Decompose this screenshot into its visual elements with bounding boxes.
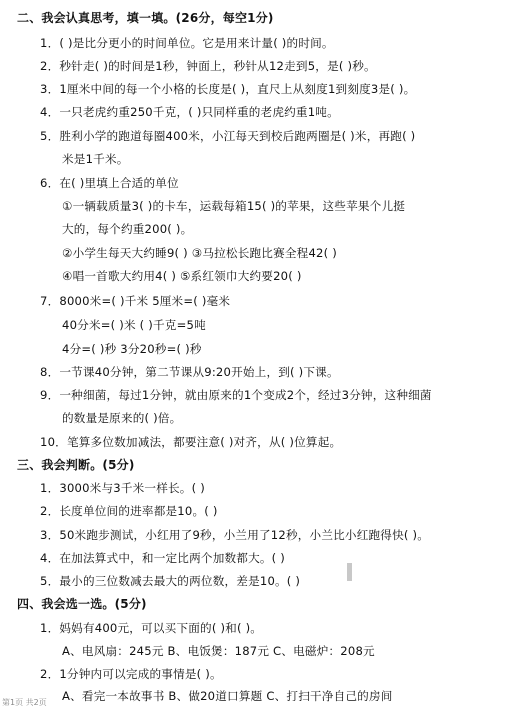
s4-q2-options: A、看完一本故事书 B、做20道口算题 C、打扫干净自己的房间 xyxy=(62,689,393,703)
section4-title: 四、我会选一选。(5分) xyxy=(17,597,147,611)
s4-q1: 1．妈妈有400元，可以买下面的( )和( )。 xyxy=(40,621,263,635)
s3-q3: 3．50米跑步测试，小红用了9秒，小兰用了12秒，小兰比小红跑得快( )。 xyxy=(40,528,430,542)
s2-q6-item1-line2: 大的，每个约重200( )。 xyxy=(62,222,193,236)
s4-q2: 2．1分钟内可以完成的事情是( )。 xyxy=(40,667,222,681)
section3-title: 三、我会判断。(5分) xyxy=(17,458,135,472)
s2-q6-items2-3: ②小学生每天大约睡9( ) ③马拉松长跑比赛全程42( ) xyxy=(62,246,337,260)
s2-q9-line1: 9．一种细菌，每过1分钟，就由原来的1个变成2个，经过3分钟，这种细菌 xyxy=(40,388,432,402)
s4-q1-options: A、电风扇：245元 B、电饭煲：187元 C、电磁炉：208元 xyxy=(62,644,375,658)
s3-q1: 1．3000米与3千米一样长。( ) xyxy=(40,481,205,495)
s2-q2: 2．秒针走( )的时间是1秒，钟面上，秒针从12走到5，是( )秒。 xyxy=(40,59,376,73)
s3-q4: 4．在加法算式中，和一定比两个加数都大。( ) xyxy=(40,551,285,565)
section2-title: 二、我会认真思考，填一填。(26分，每空1分) xyxy=(17,11,274,25)
s3-q2: 2．长度单位间的进率都是10。( ) xyxy=(40,504,218,518)
s2-q1: 1．( )是比分更小的时间单位。它是用来计量( )的时间。 xyxy=(40,36,334,50)
s2-q4: 4．一只老虎约重250千克，( )只同样重的老虎约重1吨。 xyxy=(40,105,339,119)
cursor-marker xyxy=(347,563,352,581)
s2-q3: 3．1厘米中间的每一个小格的长度是( )，直尺上从刻度1到刻度3是( )。 xyxy=(40,82,416,96)
page-footer: 第1页 共2页 xyxy=(2,698,47,707)
s2-q7-row3: 4分=( )秒 3分20秒=( )秒 xyxy=(62,342,202,356)
s2-q6: 6．在( )里填上合适的单位 xyxy=(40,176,179,190)
s2-q7-row2: 40分米=( )米 ( )千克=5吨 xyxy=(62,318,206,332)
s2-q7-row1: 7．8000米=( )千米 5厘米=( )毫米 xyxy=(40,294,231,308)
s2-q6-items4-5: ④唱一首歌大约用4( ) ⑤系红领巾大约要20( ) xyxy=(62,269,302,283)
s2-q10: 10．笔算多位数加减法，都要注意( )对齐，从( )位算起。 xyxy=(40,435,342,449)
s2-q9-line2: 的数量是原来的( )倍。 xyxy=(62,411,182,425)
s3-q5: 5．最小的三位数减去最大的两位数，差是10。( ) xyxy=(40,574,301,588)
s2-q6-item1-line1: ①一辆载质量3( )的卡车，运载每箱15( )的苹果，这些苹果个儿挺 xyxy=(62,199,406,213)
s2-q5-line1: 5．胜利小学的跑道每圈400米，小江每天到校后跑两圈是( )米，再跑( ) xyxy=(40,129,416,143)
s2-q8: 8．一节课40分钟，第二节课从9:20开始上，到( )下课。 xyxy=(40,365,339,379)
s2-q5-line2: 米是1千米。 xyxy=(62,152,129,166)
